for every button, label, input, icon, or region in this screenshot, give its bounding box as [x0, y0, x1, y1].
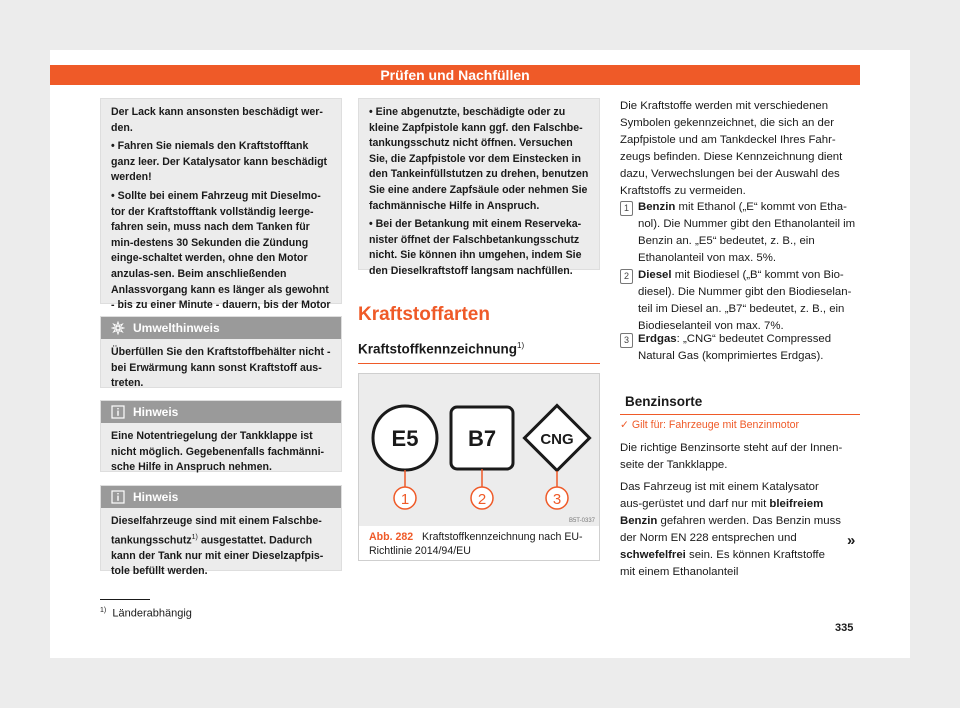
applies-to-line — [620, 419, 799, 431]
footnote — [100, 607, 192, 620]
list-item-benzin: Benzin mit Ethanol („E“ kommt von Etha-nol). Die Nummer gibt den Ethanolanteil im Benzin an. „E5“ bedeutet, z. B., ein Ethanolanteil von max. 5%. — [638, 201, 856, 264]
section-subtitle: Kraftstoffkennzeichnung$^{1)}$ — [358, 341, 525, 357]
figure-image-area — [359, 374, 599, 526]
hint-1-text: Eine Notentriegelung der Tankklappe ist nicht möglich. Gegebenenfalls fachmänni-sche Hilfe in Anspruch nehmen. — [111, 430, 325, 474]
footnote-text: Länderabhängig — [112, 607, 192, 620]
section-title: Kraftstoffarten — [358, 304, 490, 325]
footnote-number: 1) — [100, 607, 107, 614]
footnote-ref: 1) — [191, 533, 198, 541]
figure-box — [358, 373, 600, 561]
hint-box-1 — [100, 400, 342, 472]
applies-to-text: Gilt für: Fahrzeuge mit Benzinmotor — [631, 419, 800, 431]
environment-note-text: Überfüllen Sie den Kraftstoffbehälter nicht - bei Erwärmung kann sonst Kraftstoff aus-treten. — [111, 346, 331, 390]
continued-mark: » — [847, 532, 856, 549]
list-item-diesel: Diesel mit Biodiesel („B“ kommt von Bio-diesel). Die Nummer gibt den Biodieselan-teil im Diesel an. „B7“ bedeutet, z. B., ein Biodieselanteil von max. 7%. — [638, 269, 852, 332]
callout-number-1: 1 — [400, 491, 410, 508]
warning-text-3: • Sollte bei einem Fahrzeug mit Dieselmo-tor der Kraftstofftank vollständig leerge-fahren sein, muss nach dem Tanken für min-destens 30 Sekunden die Zündung einge-schaltet werden, ohne den Motor anzulas-sen. Beim anschließenden Anlassvorgang kann es länger als gewohnt - bis zu einer Minute - dauern, bis der Motor — [111, 189, 331, 312]
benzinsorte-rule — [620, 414, 860, 415]
info-icon — [111, 405, 125, 419]
hint-1-title-bar — [101, 401, 341, 423]
figure-label: Abb. 282 — [369, 531, 414, 543]
hint-box-2 — [100, 485, 342, 578]
list-item-erdgas: Erdgas: „CNG“ bedeutet Compressed Natural Gas (komprimiertes Erdgas). — [638, 333, 832, 362]
list-number-3: 3 — [620, 333, 633, 348]
environment-note-box — [100, 316, 342, 388]
list-number-1: 1 — [620, 201, 633, 216]
intro-paragraph: Die Kraftstoffe werden mit verschiedenen Symbolen gekennzeichnet, die sich an der Zapfpistole und am Tankdeckel Ihres Fahr-zeugs befinden. Diese Kennzeichnung dient dazu, Verwechslungen bei der Auswahl des Kraftstoffs zu vermeiden. — [620, 100, 843, 197]
hint-2-title: Hinweis — [133, 490, 179, 504]
warning-continued-text-1: • Eine abgenutzte, beschädigte oder zu kleine Zapfpistole kann ggf. den Falschbe-tankungsschutz nicht öffnen. Versuchen Sie, die Zapfpistole vor dem Einstecken in den Tankeinfüllstutzen zu drehen, benutzen Sie eine andere Zapfsäule oder nehmen Sie fachmännische Hilfe in Anspruch. — [369, 106, 589, 212]
footnote-rule — [100, 599, 150, 600]
benzinsorte-heading: Benzinsorte — [625, 394, 703, 409]
fuel-symbols-illustration — [359, 374, 599, 526]
running-header: Prüfen und Nachfüllen — [50, 65, 860, 85]
environment-icon — [111, 321, 125, 335]
benzinsorte-paragraph-2: Das Fahrzeug ist mit einem Katalysator aus-gerüstet und darf nur mit bleifreiem Benzin gefahren werden. Das Benzin muss der Norm EN 228 entsprechen und schwefelfrei sein. Es können Kraftstoffe mit einem Ethanolanteil — [620, 481, 841, 578]
callout-number-3: 3 — [552, 491, 562, 508]
figure-caption-text: Kraftstoffkennzeichnung nach EU-Richtlinie 2014/94/EU — [369, 531, 583, 557]
environment-note-title: Umwelthinweis — [133, 321, 220, 335]
warning-continued-text-2: • Bei der Betankung mit einem Reserveka-nister öffnet der Falschbetankungsschutz nicht. Sie können ihn umgehen, indem Sie den Dieselkraftstoff langsam nachfüllen. — [369, 218, 582, 277]
figure-caption — [369, 530, 593, 558]
info-icon — [111, 490, 125, 504]
section-subtitle-rule — [358, 363, 600, 364]
list-number-2: 2 — [620, 269, 633, 284]
environment-note-title-bar — [101, 317, 341, 339]
warning-box — [100, 98, 342, 312]
warning-continued-box — [358, 98, 600, 277]
hint-1-title: Hinweis — [133, 405, 179, 419]
symbol-label-b7: B7 — [467, 426, 497, 451]
callout-number-2: 2 — [477, 491, 487, 508]
hint-2-title-bar — [101, 486, 341, 508]
hint-2-text: Dieselfahrzeuge sind mit einem Falschbe-tankungsschutz$^{1)}$ ausgestattet. Dadurch kann der Tank nur mit einer Dieselzapfpis-tole befüllt werden. — [111, 515, 324, 578]
symbol-label-cng: CNG — [540, 431, 574, 448]
checkmark-icon: ✓ — [620, 419, 629, 431]
warning-text-1: Der Lack kann ansonsten beschädigt wer-den. — [111, 106, 323, 134]
figure-code: B5T-0337 — [568, 518, 595, 524]
page-number: 335 — [835, 622, 854, 634]
benzinsorte-paragraph-1: Die richtige Benzinsorte steht auf der Innen-seite der Tankklappe. — [620, 442, 843, 471]
warning-text-2: • Fahren Sie niemals den Kraftstofftank ganz leer. Der Katalysator kann beschädigt werden! — [111, 140, 328, 184]
symbol-label-e5: E5 — [391, 426, 419, 451]
